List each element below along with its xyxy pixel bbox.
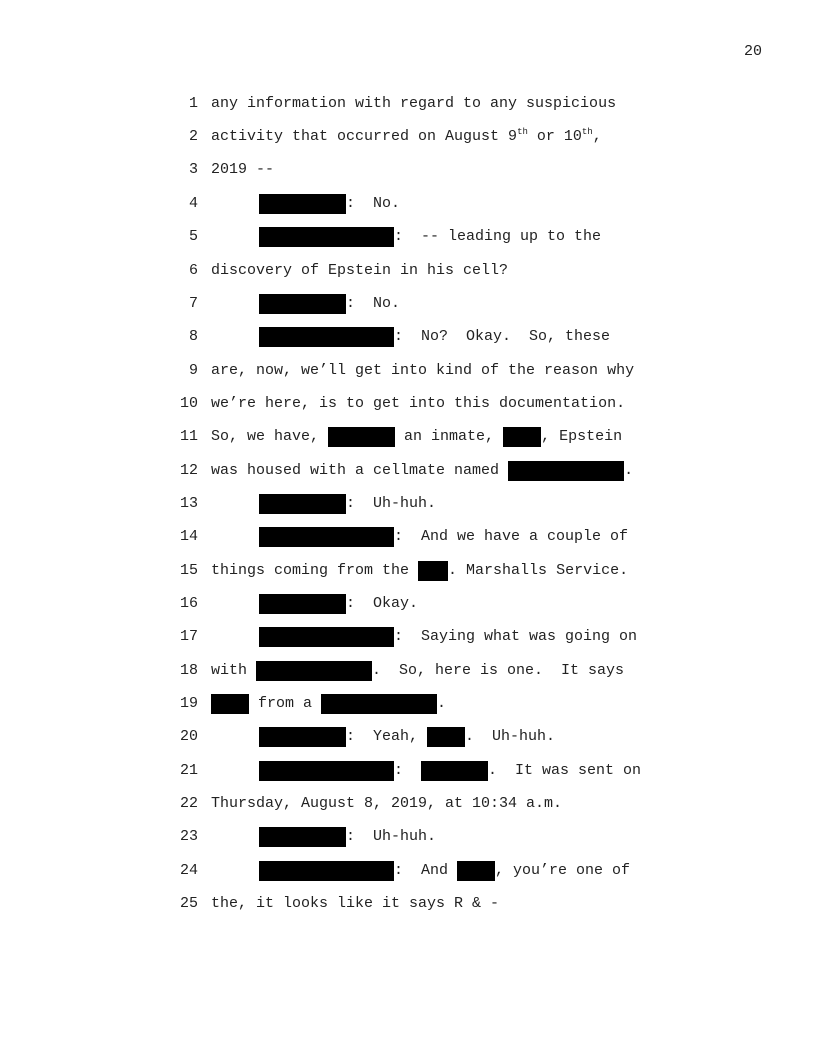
transcript-line bbox=[0, 727, 816, 747]
transcript-line bbox=[0, 261, 816, 281]
redaction-box bbox=[503, 427, 541, 447]
transcript-line bbox=[0, 827, 816, 847]
line-text: : No. bbox=[259, 294, 400, 314]
transcript-line bbox=[0, 661, 816, 681]
line-number: 18 bbox=[179, 662, 198, 679]
line-number: 5 bbox=[188, 228, 198, 245]
line-number: 16 bbox=[179, 595, 198, 612]
redaction-box bbox=[259, 494, 346, 514]
line-text: are, now, we’ll get into kind of the reason why bbox=[211, 362, 635, 379]
line-text: discovery of Epstein in his cell? bbox=[211, 262, 509, 279]
redaction-box bbox=[259, 227, 394, 247]
line-text: : No? Okay. So, these bbox=[259, 327, 610, 347]
line-text: things coming from the . Marshalls Service. bbox=[211, 562, 629, 579]
line-number: 15 bbox=[179, 562, 198, 579]
line-text: : Saying what was going on bbox=[259, 627, 637, 647]
line-number: 8 bbox=[188, 328, 198, 345]
redaction-box bbox=[259, 327, 394, 347]
line-text: : Okay. bbox=[259, 594, 418, 614]
transcript-line bbox=[0, 427, 816, 447]
transcript-line bbox=[0, 127, 816, 147]
transcript-line bbox=[0, 861, 816, 881]
line-number: 24 bbox=[179, 862, 198, 879]
line-text: : . It was sent on bbox=[259, 761, 641, 781]
redaction-box bbox=[259, 194, 346, 214]
redaction-box bbox=[321, 694, 437, 714]
line-text: we’re here, is to get into this documentation. bbox=[211, 395, 626, 412]
redaction-box bbox=[508, 461, 624, 481]
line-text: activity that occurred on August 9th or 10th, bbox=[211, 127, 602, 145]
redaction-box bbox=[259, 627, 394, 647]
redaction-box bbox=[211, 694, 249, 714]
transcript-line bbox=[0, 327, 816, 347]
redaction-box bbox=[328, 427, 395, 447]
line-text: : Yeah, . Uh-huh. bbox=[259, 727, 555, 747]
redaction-box bbox=[259, 527, 394, 547]
line-text: the, it looks like it says R & - bbox=[211, 895, 500, 912]
line-number: 6 bbox=[188, 262, 198, 279]
redaction-box bbox=[418, 561, 448, 581]
line-number: 25 bbox=[179, 895, 198, 912]
redaction-box bbox=[457, 861, 495, 881]
redaction-box bbox=[259, 294, 346, 314]
line-text: was housed with a cellmate named . bbox=[211, 462, 634, 479]
line-number: 19 bbox=[179, 695, 198, 712]
line-text: any information with regard to any suspicious bbox=[211, 95, 617, 112]
line-text: 2019 -- bbox=[211, 161, 275, 178]
line-number: 20 bbox=[179, 728, 198, 745]
line-number: 21 bbox=[179, 762, 198, 779]
line-text: from a . bbox=[211, 694, 446, 714]
redaction-box bbox=[259, 727, 346, 747]
line-number: 2 bbox=[188, 128, 198, 145]
line-text: with . So, here is one. It says bbox=[211, 662, 625, 679]
line-number: 14 bbox=[179, 528, 198, 545]
line-number: 23 bbox=[179, 828, 198, 845]
line-number: 1 bbox=[188, 95, 198, 112]
transcript-line bbox=[0, 794, 816, 814]
line-number: 3 bbox=[188, 161, 198, 178]
transcript-line bbox=[0, 227, 816, 247]
line-number: 7 bbox=[188, 295, 198, 312]
redaction-box bbox=[256, 661, 372, 681]
redaction-box bbox=[259, 827, 346, 847]
line-number: 4 bbox=[188, 195, 198, 212]
page-number: 20 bbox=[743, 43, 762, 60]
transcript-line bbox=[0, 94, 816, 114]
line-number: 11 bbox=[179, 428, 198, 445]
transcript-line bbox=[0, 294, 816, 314]
line-number: 17 bbox=[179, 628, 198, 645]
line-number: 13 bbox=[179, 495, 198, 512]
transcript-line bbox=[0, 361, 816, 381]
line-text: : And , you’re one of bbox=[259, 861, 630, 881]
redaction-box bbox=[259, 761, 394, 781]
line-text: : Uh-huh. bbox=[259, 494, 436, 514]
transcript-line bbox=[0, 461, 816, 481]
line-text: Thursday, August 8, 2019, at 10:34 a.m. bbox=[211, 795, 563, 812]
transcript-line bbox=[0, 694, 816, 714]
line-text: : Uh-huh. bbox=[259, 827, 436, 847]
line-number: 9 bbox=[188, 362, 198, 379]
line-text: : -- leading up to the bbox=[259, 227, 601, 247]
redaction-box bbox=[259, 594, 346, 614]
redaction-box bbox=[427, 727, 465, 747]
transcript-line bbox=[0, 627, 816, 647]
transcript-line bbox=[0, 761, 816, 781]
transcript-line bbox=[0, 394, 816, 414]
redaction-box bbox=[421, 761, 488, 781]
line-text: : And we have a couple of bbox=[259, 527, 628, 547]
line-text: : No. bbox=[259, 194, 400, 214]
line-number: 12 bbox=[179, 462, 198, 479]
transcript-line bbox=[0, 194, 816, 214]
line-number: 22 bbox=[179, 795, 198, 812]
transcript-line bbox=[0, 494, 816, 514]
transcript-line bbox=[0, 527, 816, 547]
transcript-line bbox=[0, 594, 816, 614]
transcript-line bbox=[0, 561, 816, 581]
redaction-box bbox=[259, 861, 394, 881]
line-text: So, we have, an inmate, , Epstein bbox=[211, 428, 623, 445]
transcript-line bbox=[0, 160, 816, 180]
line-number: 10 bbox=[179, 395, 198, 412]
transcript-line bbox=[0, 894, 816, 914]
